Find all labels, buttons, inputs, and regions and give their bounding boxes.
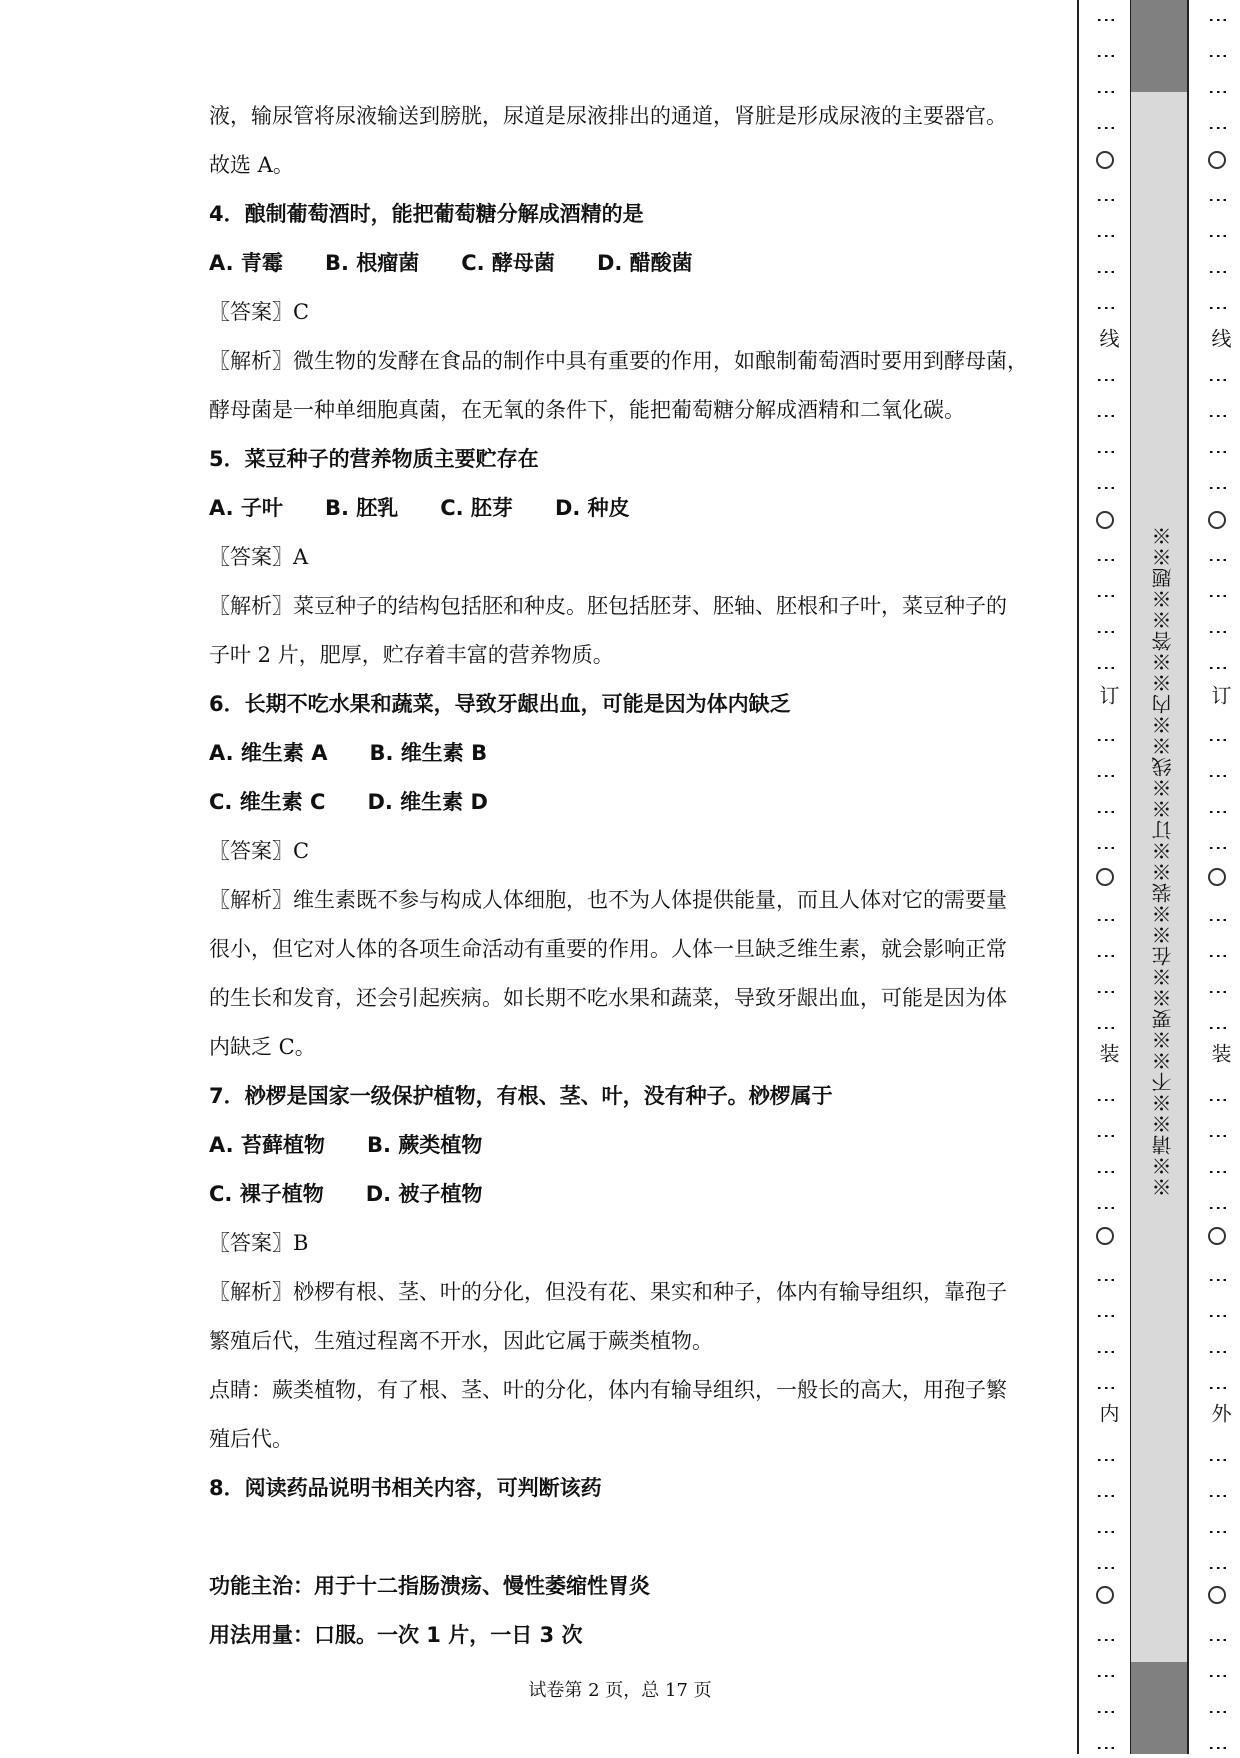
binding-dots: ⋮ (1095, 586, 1119, 606)
binding-dots: ⋮ (1095, 262, 1119, 282)
option-item: A. 青霉 (209, 251, 283, 275)
binding-dots: ⋮ (1207, 1198, 1231, 1218)
binding-dots: ⋮ (1095, 910, 1119, 930)
binding-dots: ⋮ (1207, 1558, 1231, 1578)
binding-dots: ⋮ (1095, 946, 1119, 966)
binding-dots: ⋮ (1207, 802, 1231, 822)
binding-dots: ⋮ (1095, 1702, 1119, 1722)
binding-dots: ⋮ (1095, 226, 1119, 246)
binding-label: 订 (1208, 685, 1232, 705)
binding-label: 线 (1208, 328, 1232, 348)
binding-dots: ⋮ (1095, 1558, 1119, 1578)
binding-dots: ⋮ (1095, 190, 1119, 210)
binding-circle (1096, 1227, 1114, 1245)
question-text: 4．酿制葡萄酒时，能把葡萄糖分解成酒精的是 (209, 202, 644, 226)
binding-label: 内 (1096, 1403, 1120, 1423)
binding-dots: ⋮ (1095, 478, 1119, 498)
binding-dots: ⋮ (1207, 1306, 1231, 1326)
text-line: 殖后代。 (209, 1427, 293, 1451)
binding-warning-text: ※※请※※不※※要※※在※※装※※订※※线※※内※※答※※题※※ (1151, 525, 1175, 1197)
binding-dots: ⋮ (1095, 1342, 1119, 1362)
page-footer: 试卷第 2 页，总 17 页 (528, 1680, 712, 1701)
option-item: B. 根瘤菌 (324, 251, 420, 275)
text-line: 液，输尿管将尿液输送到膀胱，尿道是尿液排出的通道，肾脏是形成尿液的主要器官。 (209, 104, 1007, 128)
binding-dots: ⋮ (1095, 1126, 1119, 1146)
text-line: 很小，但它对人体的各项生命活动有重要的作用。人体一旦缺乏维生素，就会影响正常 (209, 937, 1007, 961)
binding-dots: ⋮ (1207, 10, 1231, 30)
binding-dots: ⋮ (1207, 1702, 1231, 1722)
binding-dots: ⋮ (1095, 622, 1119, 642)
binding-circle (1208, 1227, 1226, 1245)
binding-dots: ⋮ (1095, 406, 1119, 426)
option-row (209, 729, 1049, 778)
binding-circle (1096, 1586, 1114, 1604)
binding-dots: ⋮ (1095, 982, 1119, 1002)
binding-dots: ⋮ (1095, 370, 1119, 390)
text-line: 子叶 2 片，肥厚，贮存着丰富的营养物质。 (209, 643, 614, 667)
binding-dots: ⋮ (1095, 550, 1119, 570)
binding-dots: ⋮ (1095, 1666, 1119, 1686)
option-item: A. 苔藓植物 (209, 1133, 325, 1157)
binding-dots: ⋮ (1095, 658, 1119, 678)
binding-line-left (1077, 0, 1079, 1754)
binding-dots: ⋮ (1207, 442, 1231, 462)
option-row (209, 1170, 1049, 1219)
question-text: 功能主治：用于十二指肠溃疡、慢性萎缩性胃炎 (209, 1574, 650, 1598)
binding-dots: ⋮ (1207, 1162, 1231, 1182)
binding-dots: ⋮ (1095, 1270, 1119, 1290)
text-line: 的生长和发育，还会引起疾病。如长期不吃水果和蔬菜，导致牙龈出血，可能是因为体 (209, 986, 1007, 1010)
binding-dots: ⋮ (1207, 46, 1231, 66)
option-item: B. 蕨类植物 (366, 1133, 483, 1157)
binding-dots: ⋮ (1207, 1090, 1231, 1110)
binding-dots: ⋮ (1207, 1018, 1231, 1038)
binding-dots: ⋮ (1207, 658, 1231, 678)
option-item: D. 被子植物 (365, 1182, 483, 1206)
binding-dots: ⋮ (1207, 1630, 1231, 1650)
binding-label: 订 (1096, 685, 1120, 705)
binding-dots: ⋮ (1207, 370, 1231, 390)
binding-dots: ⋮ (1095, 46, 1119, 66)
text-line: 〖解析〗桫椤有根、茎、叶的分化，但没有花、果实和种子，体内有输导组织，靠孢子 (209, 1280, 1007, 1304)
text-line: 〖答案〗C (209, 300, 310, 324)
question-text: 5．菜豆种子的营养物质主要贮存在 (209, 447, 539, 471)
document-body (209, 92, 1049, 1660)
binding-circle (1208, 1586, 1226, 1604)
binding-circle (1208, 511, 1226, 529)
binding-dots: ⋮ (1095, 1162, 1119, 1182)
binding-dots: ⋮ (1207, 1378, 1231, 1398)
binding-dots: ⋮ (1207, 730, 1231, 750)
binding-dots: ⋮ (1095, 1630, 1119, 1650)
binding-dots: ⋮ (1095, 118, 1119, 138)
option-row (209, 484, 1049, 533)
text-line: 故选 A。 (209, 153, 294, 177)
binding-dots: ⋮ (1207, 226, 1231, 246)
binding-dots: ⋮ (1207, 946, 1231, 966)
blank-gap (209, 1513, 1049, 1562)
binding-dots: ⋮ (1207, 838, 1231, 858)
binding-dots: ⋮ (1207, 586, 1231, 606)
binding-dots: ⋮ (1095, 802, 1119, 822)
binding-dots: ⋮ (1095, 82, 1119, 102)
option-item: D. 维生素 D (367, 790, 488, 814)
binding-dots: ⋮ (1207, 82, 1231, 102)
binding-dots: ⋮ (1207, 190, 1231, 210)
option-item: C. 裸子植物 (209, 1182, 324, 1206)
text-line: 〖解析〗维生素既不参与构成人体细胞，也不为人体提供能量，而且人体对它的需要量 (209, 888, 1007, 912)
text-line: 点睛：蕨类植物，有了根、茎、叶的分化，体内有输导组织，一般长的高大，用孢子繁 (209, 1378, 1007, 1402)
binding-circle (1096, 511, 1114, 529)
binding-dots: ⋮ (1207, 622, 1231, 642)
binding-label: 外 (1208, 1403, 1232, 1423)
text-line: 繁殖后代，生殖过程离不开水，因此它属于蕨类植物。 (209, 1329, 713, 1353)
text-line: 〖解析〗菜豆种子的结构包括胚和种皮。胚包括胚芽、胚轴、胚根和子叶，菜豆种子的 (209, 594, 1007, 618)
binding-dots: ⋮ (1207, 766, 1231, 786)
binding-dots: ⋮ (1095, 1738, 1119, 1758)
binding-dots: ⋮ (1207, 406, 1231, 426)
binding-dark-top (1131, 0, 1187, 92)
binding-dots: ⋮ (1095, 1486, 1119, 1506)
option-item: D. 醋酸菌 (596, 251, 693, 275)
binding-dots: ⋮ (1207, 1522, 1231, 1542)
binding-dots: ⋮ (1207, 550, 1231, 570)
binding-dots: ⋮ (1095, 1090, 1119, 1110)
binding-dots: ⋮ (1207, 1342, 1231, 1362)
binding-dots: ⋮ (1207, 1450, 1231, 1470)
option-row (209, 778, 1049, 827)
binding-dots: ⋮ (1207, 910, 1231, 930)
binding-dark-bottom (1131, 1662, 1187, 1754)
binding-dots: ⋮ (1207, 1486, 1231, 1506)
text-line: 〖答案〗B (209, 1231, 309, 1255)
text-line: 〖答案〗C (209, 839, 310, 863)
binding-label: 装 (1208, 1043, 1232, 1063)
binding-dots: ⋮ (1095, 1522, 1119, 1542)
binding-dots: ⋮ (1207, 298, 1231, 318)
binding-circle (1096, 868, 1114, 886)
option-item: A. 维生素 A (209, 741, 328, 765)
binding-label: 线 (1096, 328, 1120, 348)
binding-circle (1096, 151, 1114, 169)
option-item: D. 种皮 (554, 496, 630, 520)
binding-dots: ⋮ (1207, 1738, 1231, 1758)
binding-dots: ⋮ (1207, 1270, 1231, 1290)
text-line: 〖解析〗微生物的发酵在食品的制作中具有重要的作用，如酿制葡萄酒时要用到酵母菌， (209, 349, 1028, 373)
question-text: 用法用量：口服。一次 1 片，一日 3 次 (209, 1623, 583, 1647)
binding-line-mid-right (1187, 0, 1189, 1754)
binding-dots: ⋮ (1095, 1306, 1119, 1326)
binding-dots: ⋮ (1095, 1378, 1119, 1398)
binding-dots: ⋮ (1207, 478, 1231, 498)
option-item: A. 子叶 (209, 496, 283, 520)
binding-label: 装 (1096, 1043, 1120, 1063)
binding-circle (1208, 151, 1226, 169)
option-item: B. 胚乳 (324, 496, 399, 520)
binding-dots: ⋮ (1095, 1450, 1119, 1470)
option-item: B. 维生素 B (369, 741, 488, 765)
binding-dots: ⋮ (1207, 982, 1231, 1002)
binding-dots: ⋮ (1095, 730, 1119, 750)
binding-dots: ⋮ (1095, 442, 1119, 462)
binding-dots: ⋮ (1095, 766, 1119, 786)
binding-dots: ⋮ (1095, 838, 1119, 858)
option-item: C. 酵母菌 (461, 251, 555, 275)
question-text: 7．桫椤是国家一级保护植物，有根、茎、叶，没有种子。桫椤属于 (209, 1084, 833, 1108)
binding-dots: ⋮ (1095, 1198, 1119, 1218)
binding-dots: ⋮ (1095, 1018, 1119, 1038)
option-item: C. 维生素 C (209, 790, 326, 814)
binding-dots: ⋮ (1207, 262, 1231, 282)
text-line: 内缺乏 C。 (209, 1035, 316, 1059)
question-text: 6．长期不吃水果和蔬菜，导致牙龈出血，可能是因为体内缺乏 (209, 692, 791, 716)
binding-dots: ⋮ (1207, 1666, 1231, 1686)
text-line: 酵母菌是一种单细胞真菌，在无氧的条件下，能把葡萄糖分解成酒精和二氧化碳。 (209, 398, 965, 422)
binding-dots: ⋮ (1207, 1126, 1231, 1146)
question-text: 8．阅读药品说明书相关内容，可判断该药 (209, 1476, 602, 1500)
text-line: 〖答案〗A (209, 545, 309, 569)
binding-dots: ⋮ (1207, 118, 1231, 138)
binding-circle (1208, 868, 1226, 886)
option-item: C. 胚芽 (440, 496, 513, 520)
option-row (209, 1121, 1049, 1170)
binding-dots: ⋮ (1095, 298, 1119, 318)
option-row (209, 239, 1049, 288)
binding-dots: ⋮ (1095, 10, 1119, 30)
